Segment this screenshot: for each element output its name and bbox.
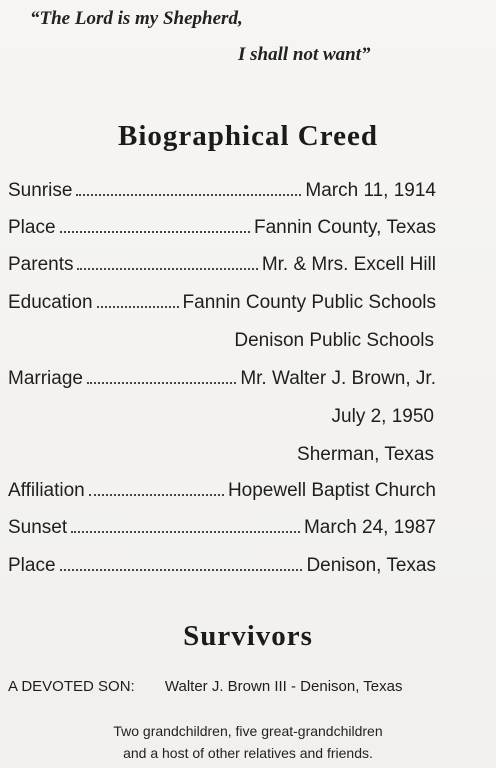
dot-leader <box>89 494 224 496</box>
row-value: Denison Public Schools <box>234 330 434 351</box>
son-label: A DEVOTED SON: <box>8 678 135 695</box>
row-label: Place <box>8 217 56 238</box>
dot-leader <box>87 382 236 384</box>
row-label: Parents <box>8 254 74 275</box>
dot-leader <box>77 268 257 270</box>
row-marriage-date <box>332 398 434 428</box>
dot-leader <box>60 231 250 233</box>
dot-leader <box>71 531 300 533</box>
row-value: Mr. Walter J. Brown, Jr. <box>240 368 436 389</box>
row-label: Affiliation <box>8 480 85 501</box>
survivors-note-line-1: Two grandchildren, five great-grandchildren <box>113 723 383 739</box>
row-place <box>8 209 436 239</box>
row-label: Sunrise <box>8 180 73 201</box>
row-label: Sunset <box>8 517 68 538</box>
son-name: Walter J. Brown III - Denison, Texas <box>164 678 403 695</box>
row-label: Place <box>8 555 56 576</box>
row-marriage <box>8 360 436 390</box>
row-affiliation <box>8 472 436 502</box>
row-value: Fannin County, Texas <box>253 217 436 238</box>
survivors-note-line-2: and a host of other relatives and friends. <box>123 745 373 761</box>
row-value: Mr. & Mrs. Excell Hill <box>261 254 436 275</box>
row-parents <box>8 246 436 276</box>
row-sunset <box>8 509 436 539</box>
row-education <box>8 284 436 314</box>
row-value: Hopewell Baptist Church <box>227 480 436 501</box>
row-sunrise <box>8 172 436 202</box>
survivors-heading: Survivors <box>183 620 313 652</box>
dot-leader <box>76 194 301 196</box>
row-value: March 11, 1914 <box>305 180 436 201</box>
biographical-creed-heading: Biographical Creed <box>118 120 378 152</box>
row-label: Education <box>8 292 93 313</box>
row-value: Sherman, Texas <box>297 444 434 465</box>
dot-leader <box>97 306 179 308</box>
row-label: Marriage <box>8 368 83 389</box>
row-value: Denison, Texas <box>306 555 436 576</box>
row-place-final <box>8 547 436 577</box>
devoted-son-line <box>8 678 402 695</box>
row-value: March 24, 1987 <box>303 517 436 538</box>
dot-leader <box>60 569 303 571</box>
row-value: Fannin County Public Schools <box>182 292 436 313</box>
verse-line-2: I shall not want” <box>238 44 371 65</box>
verse-line-1: “The Lord is my Shepherd, <box>30 8 243 29</box>
row-education-continued <box>234 322 434 352</box>
row-value: July 2, 1950 <box>331 406 434 427</box>
row-marriage-place <box>297 436 434 466</box>
